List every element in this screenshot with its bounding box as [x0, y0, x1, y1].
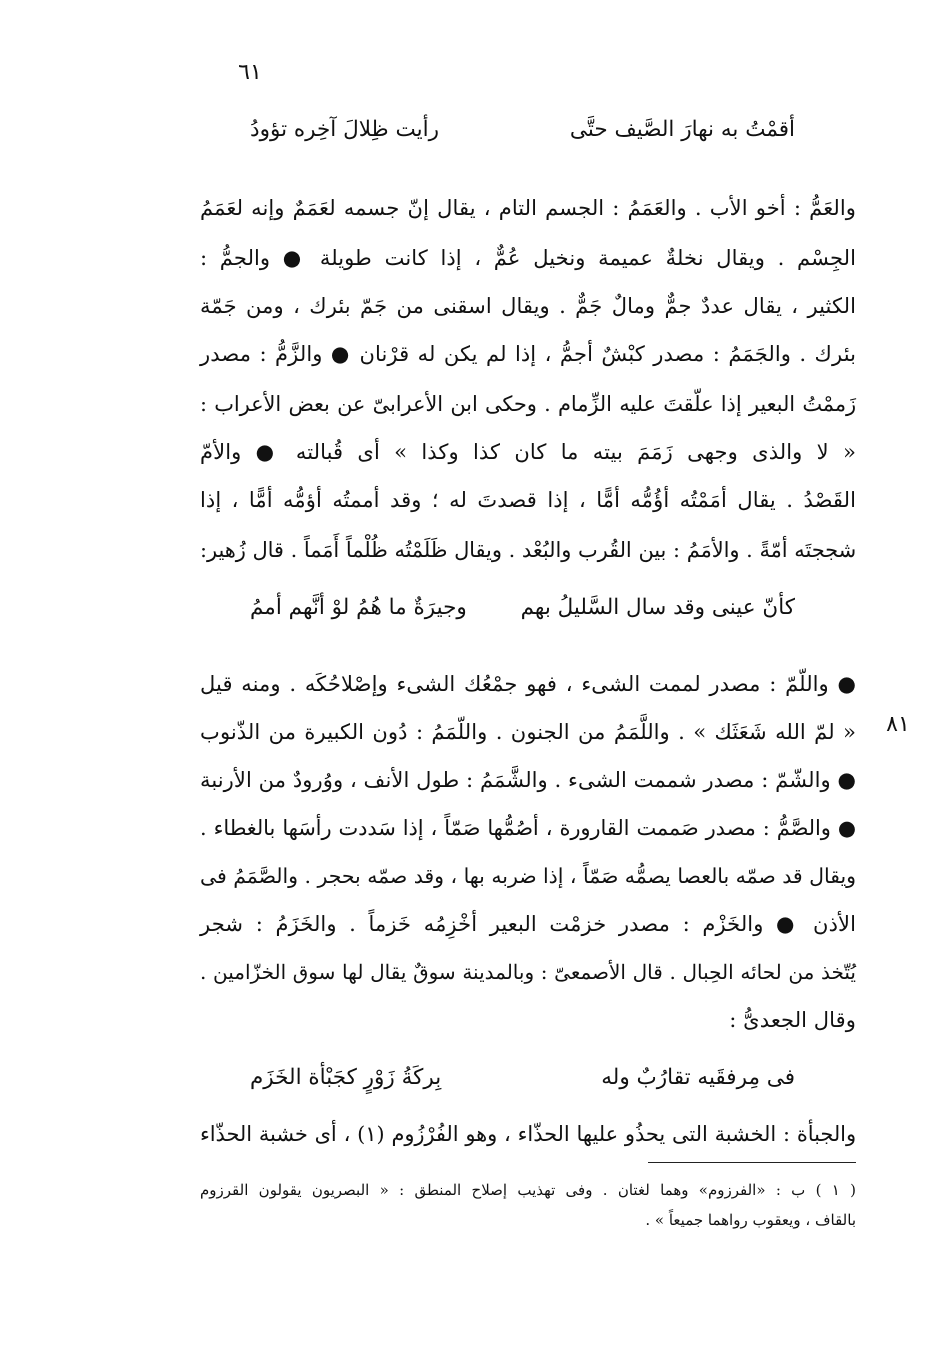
text-line: « لا والذى وجهى زَمَمَ بيته ما كان كذا وكذا » أى قُبالته ● والأمّ — [200, 439, 856, 464]
verse-first-hemistich: كأنّ عينى وقد سال السَّليلُ بهم — [520, 595, 795, 620]
text-line: شججتَه أمّةً . والأمَمُ : بين القُرب والبُعْد . ويقال ظَلَمْتُه ظُلْماً أَمَماً . قال زُهير: — [200, 538, 856, 562]
text-line: يُتّخذ من لحائه الحِبال . قال الأصمعىّ : وبالمدينة سوقٌ يقال لها سوق الخزّامين . — [200, 960, 856, 984]
verse-second-hemistich: بِركَةُ زَوْرٍ كجَبْأة الخَزَم — [250, 1065, 442, 1090]
footnote-line: ( ١ ) ب : «الفرزوم» وهما لغتان . وفى تهذيب إصلاح المنطق : « البصريون يقولون القرزوم — [200, 1181, 856, 1199]
verse — [250, 586, 795, 630]
text-line: الأذن ● والخَزْم : مصدر خزمْت البعير أخْزِمُه خَزماً . والخَزَمُ : شجر — [200, 911, 856, 936]
text-line: والجبأة : الخشبة التى يحذُو عليها الحذّاء ، وهو الفُرْزُوم (١) ، أى خشبة الحذّاء — [200, 1122, 856, 1146]
text-line: والعَمُّ : أخو الأب . والعَمَمُ : الجسم التام ، يقال إنّ جسمه لعَمَمٌ وإنه لعَمَمُ — [200, 195, 856, 220]
text-line: ● والصَّمُّ : مصدر صَممت القارورة ، أصُمُّها صَمّاً ، إذا سَددت رأسَها بالغطاء . — [200, 816, 856, 840]
text-line: بئرك . والجَمَمُ : مصدر كبْشٌ أجمُّ ، إذا لم يكن له قرْنان ● والزَّمُّ : مصدر — [200, 341, 856, 366]
text-line: الكثير ، يقال عددٌ جمٌّ ومالٌ جَمٌّ . ويقال اسقنى من جَمّ بئرك ، ومن جَمّة — [200, 293, 856, 318]
margin-page-number: ٨١ — [886, 712, 910, 737]
text-line: القَصْدُ . يقال أمَمْتُه أؤُمُّه أمًّا ، إذا قصدتَ له ؛ وقد أممتُه أؤمُّه أمًّا ، إذا — [200, 487, 856, 512]
verse — [250, 108, 795, 152]
text-line: ويقال قد صمّه بالعصا يصمُّه صَمّاً ، إذا ضربه بها ، وقد صمّه بحجر . والصَّمَمُ فى — [200, 864, 856, 888]
footnote-line: بالقاف ، ويعقوب رواهما جميعاً » . — [645, 1211, 856, 1229]
verse-first-hemistich: أقمْتُ به نهارَ الصَّيف حتَّى — [569, 117, 795, 142]
verse-second-hemistich: رأيت ظِلالَ آخِره تؤودُ — [250, 117, 439, 142]
text-line: الجِسْم . ويقال نخلةٌ عميمة ونخيل عُمٌّ ، إذا كانت طويلة ● والجمُّ : — [200, 245, 856, 270]
text-line: وقال الجعدىُّ : — [729, 1007, 856, 1032]
text-line: ● والشّمّ : مصدر شممت الشىء . والشَّمَمُ : طول الأنف ، ووُرودٌ من الأرنبة — [200, 767, 856, 792]
verse-second-hemistich: وجيرَةٌ ما هُمُ لوْ أنَّهم أممُ — [250, 595, 467, 620]
verse — [250, 1056, 795, 1100]
footnote-separator — [648, 1162, 856, 1163]
text-line: « لمّ الله شَعَثَك » . واللَّمَمُ من الجنون . واللّمَمُ : دُون الكبيرة من الذّنوب — [200, 719, 856, 744]
verse-first-hemistich: فى مِرفقَيه تقارُبٌ وله — [601, 1065, 795, 1090]
page-number: ٦١ — [238, 60, 262, 85]
text-line: ● واللّمّ : مصدر لممت الشىء ، فهو جمْعُك الشىء وإصْلاحُكَه . ومنه قيل — [200, 671, 856, 696]
text-line: زَممْتُ البعير إذا علّقتَ عليه الزِّمام . وحكى ابن الأعرابىّ عن بعض الأعراب : — [200, 392, 856, 416]
